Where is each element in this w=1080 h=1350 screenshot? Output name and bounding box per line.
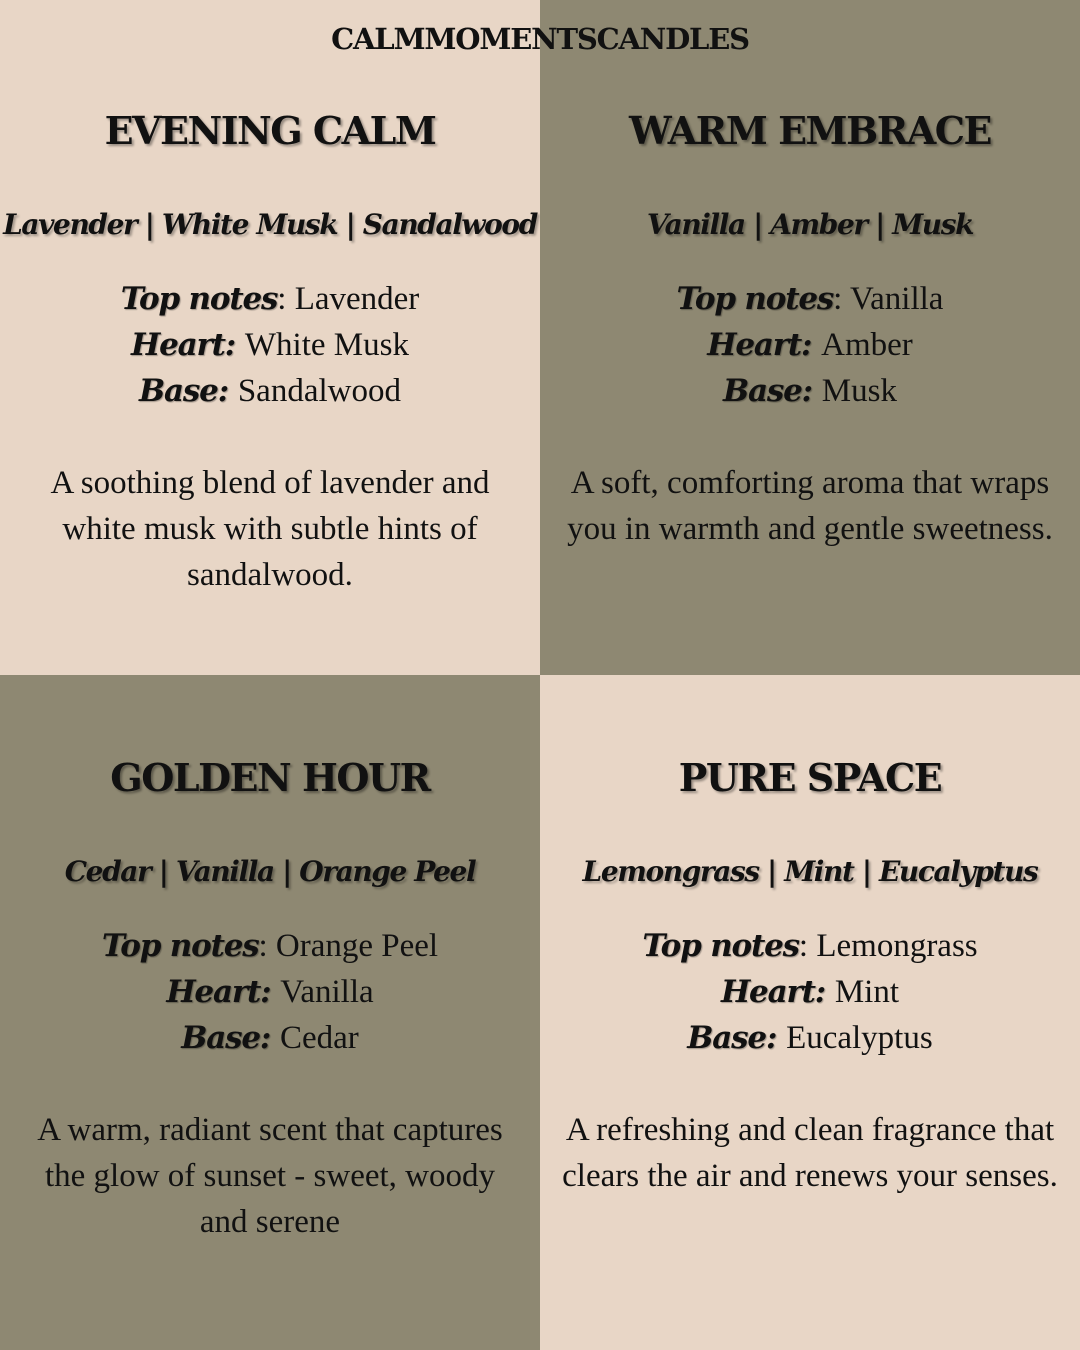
base-line [0,368,540,414]
heart-line [540,969,1080,1015]
heart-line [540,322,1080,368]
candle-description: A soothing blend of lavender and white musk with subtle hints of sandalwood. [50,465,490,593]
heart-value: Vanilla [280,974,374,1010]
heart-line [0,322,540,368]
brand-name: CALMMOMENTSCANDLES [331,22,749,56]
top-notes-label: Top notes [642,928,799,964]
candle-scents: Lavender | White Musk | Sandalwood [3,208,537,241]
top-notes-label: Top notes [101,928,259,964]
base-value: Cedar [279,1020,359,1056]
top-notes-line: Top notes: Lavender [120,281,420,317]
candle-card-golden-hour [0,675,540,1350]
candle-notes [540,276,1080,414]
candle-description: A warm, radiant scent that captures the glow of sunset - sweet, woody and serene [37,1112,503,1240]
candle-description: A soft, comforting aroma that wraps you in warmth and gentle sweetness. [567,465,1053,547]
heart-line [0,969,540,1015]
top-notes-line: Top notes: Orange Peel [101,928,439,964]
candle-scents: Lemongrass | Mint | Eucalyptus [582,855,1038,888]
candle-notes [0,923,540,1061]
base-label: Base: [723,373,812,409]
candle-title: PURE SPACE [678,755,942,800]
heart-label: Heart: [166,974,271,1010]
heart-label: Heart: [707,327,812,363]
top-notes-value: Lemongrass [816,928,978,964]
heart-value: Amber [821,327,913,363]
candle-title: WARM EMBRACE [628,108,992,153]
candle-notes [0,276,540,414]
heart-label: Heart: [131,327,236,363]
candle-card-warm-embrace [540,0,1080,675]
candle-card-evening-calm [0,0,540,675]
candle-title: GOLDEN HOUR [110,755,430,800]
top-notes-label: Top notes [676,281,834,317]
base-value: Eucalyptus [786,1020,933,1056]
candle-description: A refreshing and clean fragrance that clears the air and renews your senses. [562,1112,1058,1194]
heart-label: Heart: [720,974,825,1010]
candle-scents: Cedar | Vanilla | Orange Peel [64,855,476,888]
heart-value: Mint [834,974,900,1010]
base-label: Base: [181,1020,271,1056]
candle-scents: Vanilla | Amber | Musk [646,208,974,241]
top-notes-value: Orange Peel [275,928,439,964]
top-notes-line: Top notes: Lemongrass [642,928,978,964]
candle-notes [540,923,1080,1061]
top-notes-value: Lavender [294,281,420,317]
base-label: Base: [687,1020,777,1056]
base-label: Base: [139,373,228,409]
top-notes-value: Vanilla [849,281,944,317]
base-value: Musk [821,373,897,409]
candle-card-pure-space [540,675,1080,1350]
base-line [540,1015,1080,1061]
base-line [0,1015,540,1061]
base-line [540,368,1080,414]
top-notes-label: Top notes [120,281,278,317]
candle-title: EVENING CALM [104,108,436,153]
base-value: Sandalwood [237,373,401,409]
heart-value: White Musk [244,327,409,363]
top-notes-line: Top notes: Vanilla [676,281,944,317]
